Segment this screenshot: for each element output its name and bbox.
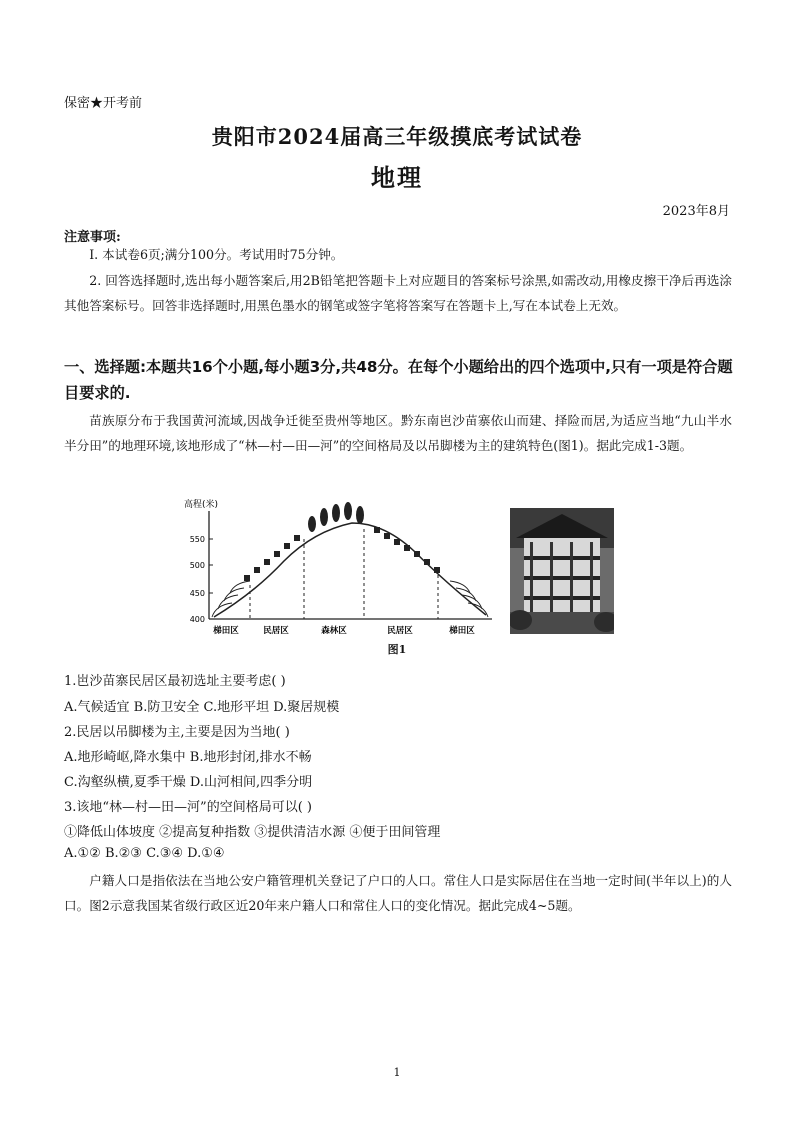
exam-title: 贵阳市2024届高三年级摸底考试试卷 [211, 124, 583, 149]
figure-1 [184, 493, 500, 643]
question-3-items: ①降低山体坡度 ②提高复种指数 ③提供清洁水源 ④便于田间管理 [64, 825, 441, 840]
question-1: 1.岜沙苗寨民居区最初选址主要考虑( ) [64, 674, 286, 689]
passage-intro-2: 户籍人口是指依法在当地公安户籍管理机关登记了户口的人口。常住人口是实际居住在当地一定时间(半年以上)的人口。图2示意我国某省级行政区近20年来户籍人口和常住人口的变化情况。据此完成4~5题。 [64, 873, 732, 913]
zone-dividers [250, 529, 438, 619]
passage-intro-1: 苗族原分布于我国黄河流域,因战争迁徙至贵州等地区。黔东南岜沙苗寨依山而建、择险而居,为适应当地“九山半水半分田”的地理环境,该地形成了“林—村—田—河”的空间格局及以吊脚楼为主的建筑特色(图1)。据此完成1-3题。 [64, 413, 732, 453]
question-2-options-ab: A.地形崎岖,降水集中 B.地形封闭,排水不畅 [64, 750, 312, 765]
question-2: 2.民居以吊脚楼为主,主要是因为当地( ) [64, 725, 290, 740]
zone-label-terrace-right: 梯田区 [449, 626, 475, 636]
question-3: 3.该地“林—村—田—河”的空间格局可以( ) [64, 800, 312, 815]
notice-item-2: 2. 回答选择题时,选出每小题答案后,用2B铅笔把答题卡上对应题目的答案标号涂黑,如需改动,用橡皮擦干净后再选涂其他答案标号。回答非选择题时,用黑色墨水的钢笔或签字笔将答案写在答题卡上,写在本试卷上无效。 [64, 273, 732, 313]
terraces-left [212, 581, 250, 617]
figure-1-caption: 图1 [387, 643, 407, 656]
zone-label-residential-right: 民居区 [387, 626, 413, 636]
page-number: 1 [393, 1066, 401, 1079]
question-2-options-cd: C.沟壑纵横,夏季干燥 D.山河相间,四季分明 [64, 775, 313, 790]
section-heading: 一、选择题:本题共16个小题,每小题3分,共48分。在每个小题给出的四个选项中,只有一项是符合题目要求的. [64, 358, 733, 402]
ytick-400: 400 [189, 615, 205, 624]
stilt-house-photo [510, 508, 614, 638]
zone-label-forest: 森林区 [321, 626, 347, 636]
terrain-profile-diagram [184, 493, 500, 639]
question-3-options: A.①② B.②③ C.③④ D.①④ [64, 846, 225, 861]
ytick-450: 450 [189, 589, 205, 598]
subject-title: 地理 [371, 163, 423, 192]
question-1-options: A.气候适宜 B.防卫安全 C.地形平坦 D.聚居规模 [64, 700, 340, 715]
exam-date: 2023年8月 [662, 204, 730, 219]
confidential-mark: 保密★开考前 [64, 96, 143, 111]
zone-label-terrace-left: 梯田区 [213, 626, 239, 636]
ytick-550: 550 [189, 535, 205, 544]
notice-heading: 注意事项: [64, 230, 121, 245]
notice-item-1: I. 本试卷6页;满分100分。考试用时75分钟。 [89, 247, 344, 262]
ytick-500: 500 [189, 561, 205, 570]
ylabel: 高程(米) [184, 500, 219, 510]
zone-label-residential-left: 民居区 [263, 626, 289, 636]
